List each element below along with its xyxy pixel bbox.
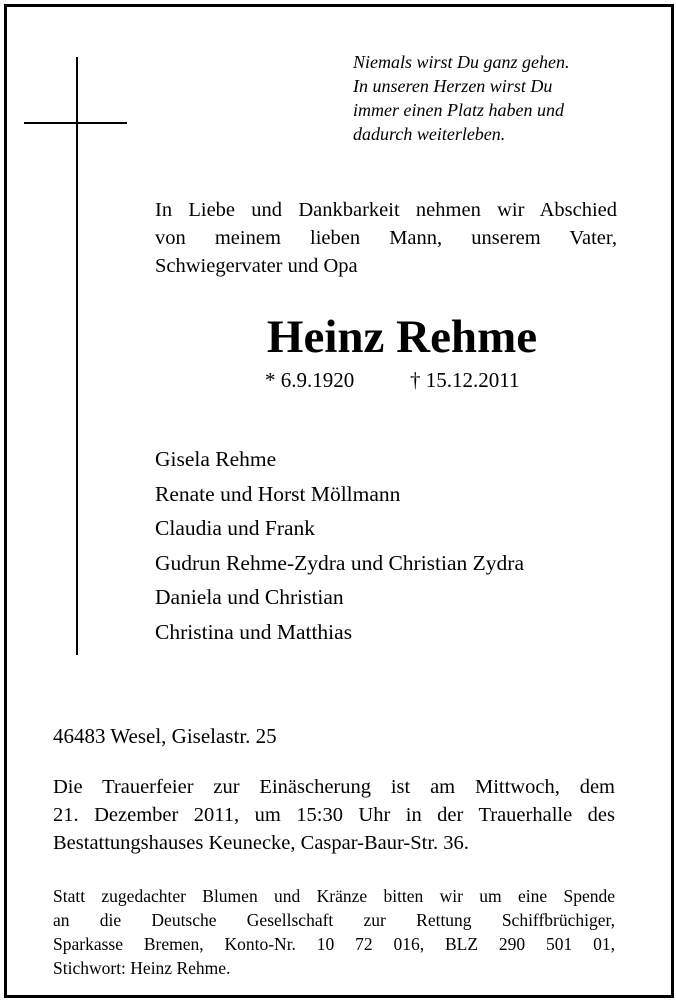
cross-horizontal-bar — [24, 122, 127, 124]
motto-quote — [353, 50, 653, 146]
motto-line: In unseren Herzen wirst Du — [353, 76, 553, 96]
farewell-intro — [155, 196, 617, 280]
donation-line: an die Deutsche Gesellschaft zur Rettung Schiffbrüchiger, — [53, 910, 615, 930]
mourners-list — [155, 442, 524, 649]
motto-line: Niemals wirst Du ganz gehen. — [353, 52, 570, 72]
ceremony-line: Die Trauerfeier zur Einäscherung ist am Mittwoch, dem — [53, 776, 615, 798]
deceased-name: Heinz Rehme — [266, 311, 538, 363]
intro-line: von meinem lieben Mann, unserem Vater, — [155, 227, 617, 249]
motto-line: immer einen Platz haben und — [353, 100, 564, 120]
ceremony-line: 21. Dezember 2011, um 15:30 Uhr in der Trauerhalle des — [53, 804, 615, 826]
death-date: † 15.12.2011 — [410, 368, 520, 392]
mourner-entry: Daniela und Christian — [155, 585, 344, 609]
motto-line: dadurch weiterleben. — [353, 124, 506, 144]
donation-line: Sparkasse Bremen, Konto-Nr. 10 72 016, BLZ 290 501 01, — [53, 934, 615, 954]
ceremony-line: Bestattungshauses Keunecke, Caspar-Baur-Str. 36. — [53, 832, 469, 854]
mourner-entry: Christina und Matthias — [155, 619, 353, 644]
mourner-entry: Gudrun Rehme-Zydra und Christian Zydra — [155, 550, 524, 575]
birth-date: * 6.9.1920 — [265, 368, 355, 392]
intro-line: Schwiegervater und Opa — [155, 255, 358, 277]
mourner-entry: Gisela Rehme — [155, 447, 277, 471]
mourner-entry: Renate und Horst Möllmann — [155, 481, 401, 506]
donation-request — [53, 884, 615, 980]
donation-line: Statt zugedachter Blumen und Kränze bitten wir um eine Spende — [53, 886, 615, 906]
donation-line: Stichwort: Heinz Rehme. — [53, 958, 231, 978]
ceremony-notice — [53, 773, 615, 857]
intro-line: In Liebe und Dankbarkeit nehmen wir Abschied — [155, 199, 617, 221]
family-address: 46483 Wesel, Giselastr. 25 — [53, 724, 277, 748]
mourner-entry: Claudia und Frank — [155, 516, 316, 540]
